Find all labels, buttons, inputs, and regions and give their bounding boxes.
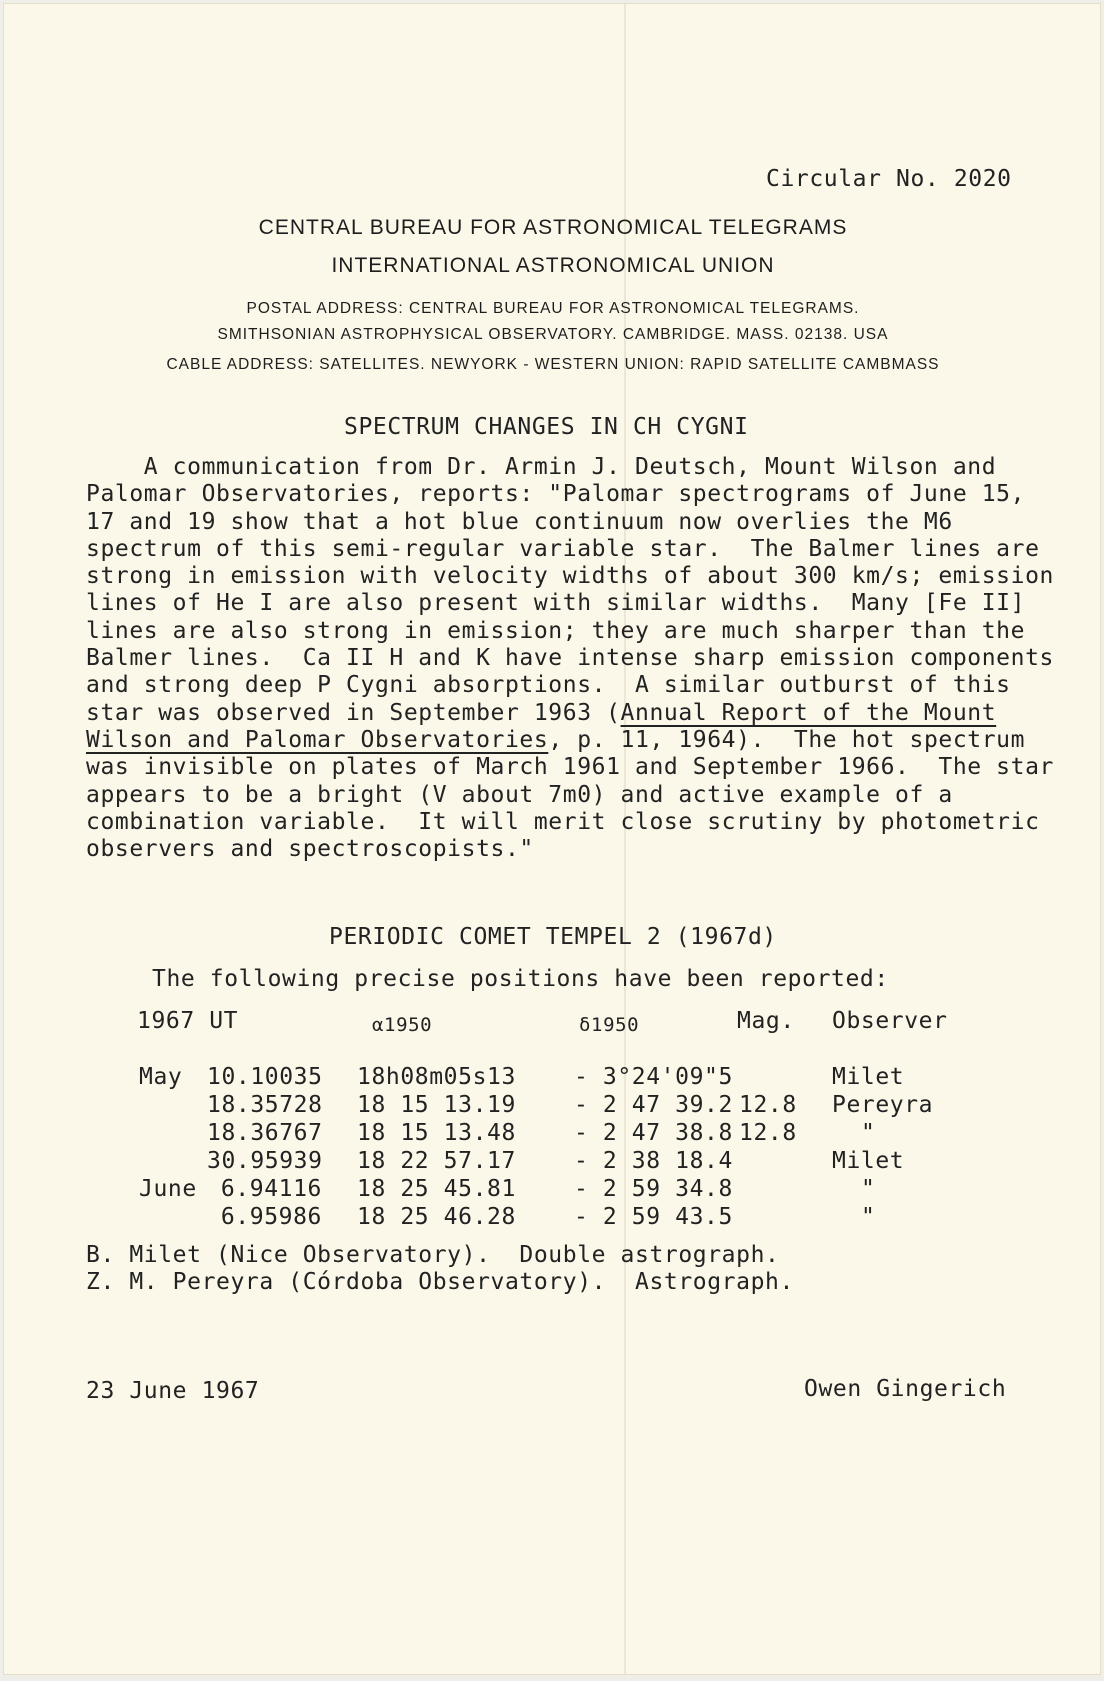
cell-month: June bbox=[139, 1176, 197, 1202]
paragraph-line: Palomar Observatories, reports: "Palomar spectrograms of June 15, bbox=[86, 481, 1026, 508]
cell-month: May bbox=[139, 1064, 183, 1090]
union-heading: INTERNATIONAL ASTRONOMICAL UNION bbox=[331, 254, 775, 277]
cell-observer: " bbox=[861, 1176, 876, 1202]
postal-address-line-2: SMITHSONIAN ASTROPHYSICAL OBSERVATORY. CAMBRIDGE. MASS. 02138. USA bbox=[217, 326, 889, 343]
paragraph-line: lines of He I are also present with similar widths. Many [Fe II] bbox=[86, 590, 1026, 617]
paragraph-line: combination variable. It will merit close scrutiny by photometric bbox=[86, 808, 1040, 835]
circular-number: Circular No. 2020 bbox=[766, 166, 1012, 192]
paragraph-line: strong in emission with velocity widths of about 300 km/s; emission bbox=[86, 563, 1054, 590]
cell-dec: - 2 38 18.4 bbox=[574, 1148, 733, 1174]
paragraph-line: observers and spectroscopists." bbox=[86, 836, 534, 863]
paragraph-line: A communication from Dr. Armin J. Deutsch, Mount Wilson and bbox=[86, 454, 997, 480]
paragraph-text: , p. 11, 1964). The hot spectrum bbox=[548, 726, 1026, 753]
cell-ra: 18 15 13.48 bbox=[357, 1120, 516, 1146]
table-header bbox=[4, 1008, 1101, 1036]
underlined-reference: Annual Report of the Mount bbox=[620, 699, 997, 726]
cell-observer: Milet bbox=[832, 1064, 905, 1090]
cell-dec: - 2 47 39.2 bbox=[574, 1092, 733, 1118]
footnote-milet: B. Milet (Nice Observatory). Double astrograph. bbox=[86, 1242, 780, 1268]
cell-ra: 18 25 46.28 bbox=[357, 1204, 516, 1230]
section-title-ch-cygni: SPECTRUM CHANGES IN CH CYGNI bbox=[344, 414, 749, 440]
cable-address-line: CABLE ADDRESS: SATELLITES. NEWYORK - WESTERN UNION: RAPID SATELLITE CAMBMASS bbox=[166, 356, 940, 373]
cell-ut: 30.95939 bbox=[207, 1148, 323, 1174]
cell-ut: 18.36767 bbox=[207, 1120, 323, 1146]
table-row bbox=[4, 1064, 1101, 1092]
cell-dec: - 2 47 38.8 bbox=[574, 1120, 733, 1146]
paragraph-line: lines are also strong in emission; they are much sharper than the bbox=[86, 617, 1026, 644]
paragraph-line bbox=[86, 700, 1046, 727]
cell-ut: 18.35728 bbox=[207, 1092, 323, 1118]
cell-observer: Milet bbox=[832, 1148, 905, 1174]
circular-date: 23 June 1967 bbox=[86, 1378, 260, 1404]
paragraph-line: appears to be a bright (V about 7m0) and active example of a bbox=[86, 781, 953, 808]
positions-intro: The following precise positions have been reported: bbox=[152, 966, 889, 992]
cell-ut: 6.95986 bbox=[220, 1204, 322, 1230]
column-header-dec: δ1950 bbox=[579, 1014, 640, 1036]
cell-ra: 18 22 57.17 bbox=[357, 1148, 516, 1174]
paragraph-line: Balmer lines. Ca II H and K have intense sharp emission components bbox=[86, 645, 1054, 672]
cell-observer: " bbox=[861, 1120, 876, 1146]
circular-page bbox=[3, 3, 1101, 1675]
cell-dec: - 2 59 43.5 bbox=[574, 1204, 733, 1230]
column-header-ut: 1967 UT bbox=[137, 1008, 239, 1034]
cell-observer: " bbox=[861, 1204, 876, 1230]
cell-ut: 6.94116 bbox=[220, 1176, 322, 1202]
cell-mag: 12.8 bbox=[739, 1092, 797, 1118]
paragraph-line: was invisible on plates of March 1961 and September 1966. The star bbox=[86, 754, 1054, 781]
ch-cygni-paragraph bbox=[86, 454, 1054, 863]
paragraph-line bbox=[86, 727, 1046, 754]
cell-observer: Pereyra bbox=[832, 1092, 934, 1118]
underlined-reference: Wilson and Palomar Observatories bbox=[86, 726, 549, 753]
cell-mag: 12.8 bbox=[739, 1120, 797, 1146]
signature: Owen Gingerich bbox=[804, 1376, 1007, 1402]
paragraph-line: spectrum of this semi-regular variable star. The Balmer lines are bbox=[86, 535, 1040, 562]
cell-ra: 18h08m05s13 bbox=[357, 1064, 516, 1090]
paragraph-line: and strong deep P Cygni absorptions. A similar outburst of this bbox=[86, 672, 1011, 699]
table-row bbox=[4, 1148, 1101, 1176]
paragraph-text: star was observed in September 1963 ( bbox=[86, 699, 621, 726]
table-row bbox=[4, 1120, 1101, 1148]
table-row bbox=[4, 1176, 1101, 1204]
postal-address-line-1: POSTAL ADDRESS: CENTRAL BUREAU FOR ASTRONOMICAL TELEGRAMS. bbox=[246, 300, 860, 317]
table-row bbox=[4, 1092, 1101, 1120]
cell-ut: 10.10035 bbox=[207, 1064, 323, 1090]
table-row bbox=[4, 1204, 1101, 1232]
footnote-pereyra: Z. M. Pereyra (Córdoba Observatory). Astrograph. bbox=[86, 1269, 794, 1295]
column-header-observer: Observer bbox=[832, 1008, 948, 1034]
bureau-heading: CENTRAL BUREAU FOR ASTRONOMICAL TELEGRAMS bbox=[258, 216, 848, 239]
cell-dec: - 3°24'09"5 bbox=[574, 1064, 733, 1090]
paragraph-line: 17 and 19 show that a hot blue continuum now overlies the M6 bbox=[86, 508, 953, 535]
cell-ra: 18 25 45.81 bbox=[357, 1176, 516, 1202]
cell-dec: - 2 59 34.8 bbox=[574, 1176, 733, 1202]
cell-ra: 18 15 13.19 bbox=[357, 1092, 516, 1118]
column-header-mag: Mag. bbox=[737, 1008, 795, 1034]
column-header-ra: α1950 bbox=[372, 1014, 433, 1036]
section-title-comet: PERIODIC COMET TEMPEL 2 (1967d) bbox=[329, 924, 777, 950]
